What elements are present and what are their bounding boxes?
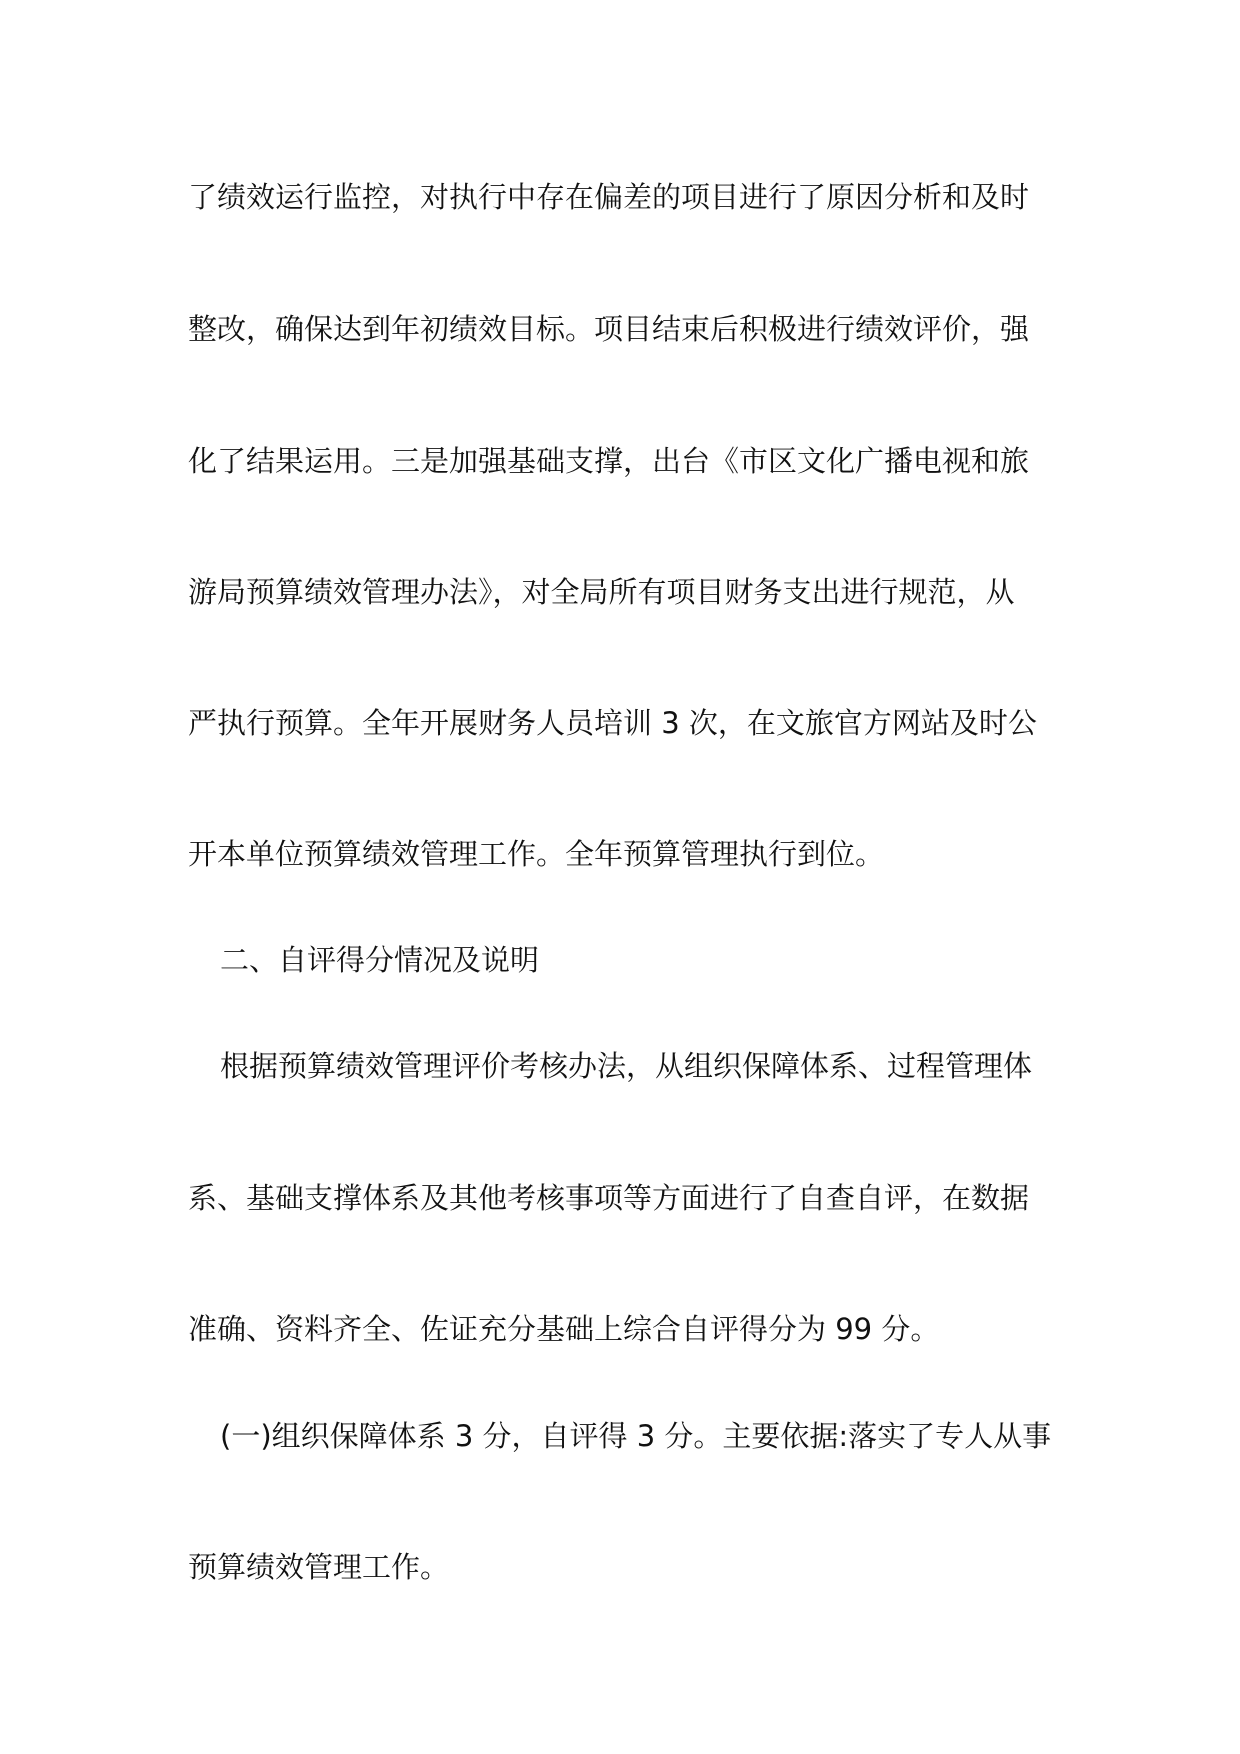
paragraph-line: 准确、资料齐全、佐证充分基础上综合自评得分为 99 分。 (188, 1312, 940, 1346)
paragraph-line: 了绩效运行监控，对执行中存在偏差的项目进行了原因分析和及时 (188, 180, 1030, 214)
section-heading: 二、自评得分情况及说明 (220, 943, 540, 977)
paragraph-line: 整改，确保达到年初绩效目标。项目结束后积极进行绩效评价，强 (188, 312, 1030, 346)
paragraph-line: 游局预算绩效管理办法》，对全局所有项目财务支出进行规范，从 (188, 575, 1015, 609)
paragraph-line: 化了结果运用。三是加强基础支撑，出台《市区文化广播电视和旅 (188, 444, 1030, 478)
paragraph-line: 系、基础支撑体系及其他考核事项等方面进行了自查自评，在数据 (188, 1181, 1030, 1215)
paragraph-line: (一)组织保障体系 3 分，自评得 3 分。主要依据:落实了专人从事 (220, 1419, 1052, 1453)
paragraph-line: 预算绩效管理工作。 (188, 1550, 450, 1584)
paragraph-line: 根据预算绩效管理评价考核办法，从组织保障体系、过程管理体 (220, 1049, 1033, 1083)
paragraph-line: 严执行预算。全年开展财务人员培训 3 次，在文旅官方网站及时公 (188, 706, 1037, 740)
paragraph-line: 开本单位预算绩效管理工作。全年预算管理执行到位。 (188, 837, 885, 871)
